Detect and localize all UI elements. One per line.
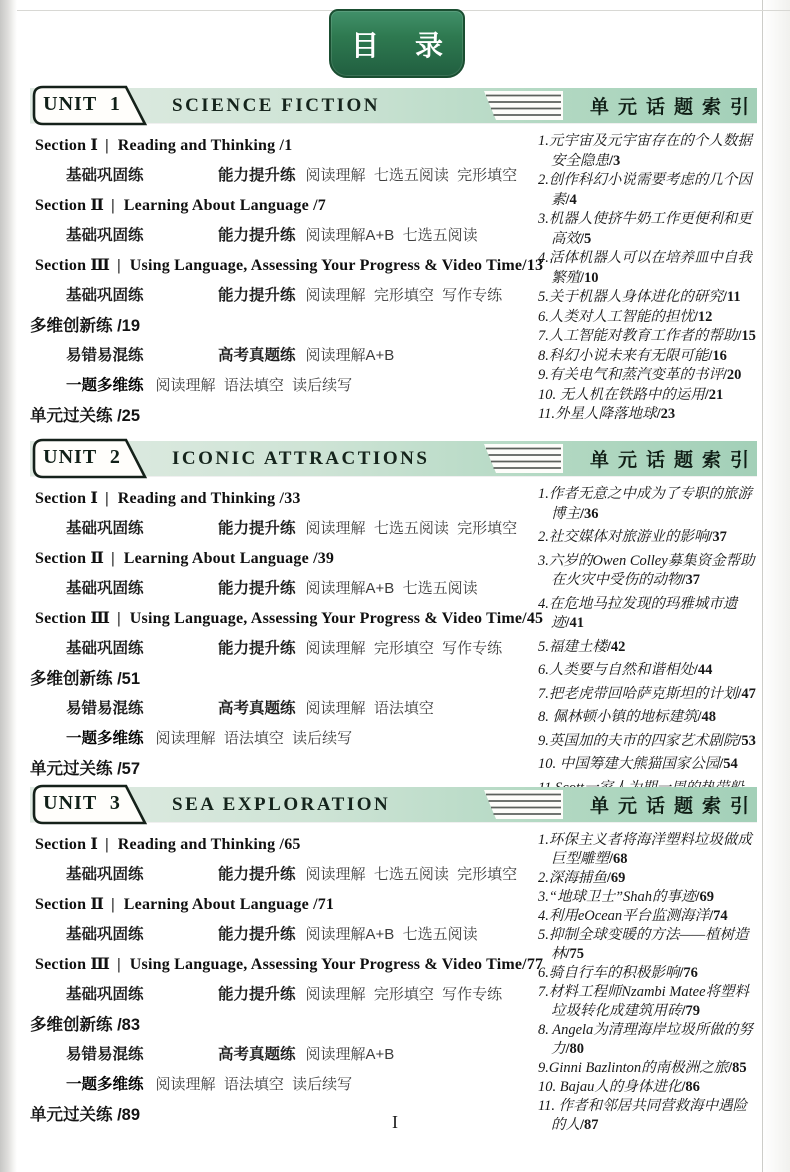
section-separator: | — [117, 610, 121, 627]
section-title: Learning About Language /39 — [123, 550, 335, 567]
topic-page-number: /68 — [609, 851, 628, 867]
topic-page-number: /86 — [681, 1079, 700, 1095]
topic-text: 5.抑制全球变暖的方法——植树造林 — [538, 927, 749, 962]
base-practice-label: 基础巩固练 — [66, 986, 144, 1003]
topic-item — [538, 755, 757, 775]
practice-row — [30, 860, 530, 890]
topic-text: 10. 无人机在铁路中的运用 — [538, 386, 705, 403]
unit-2-body — [30, 484, 757, 822]
section-title: Using Language, Assessing Your Progress & Video Time/77 — [129, 956, 544, 973]
exercise-tags: 阅读理解 七选五阅读 完形填空 — [305, 520, 518, 537]
topic-page-number: /85 — [728, 1060, 747, 1076]
unit-3-topic-index — [530, 830, 757, 1135]
advanced-practice-label: 能力提升练 — [218, 580, 296, 597]
topic-text: 4.利用eOcean平台监测海洋 — [538, 908, 710, 924]
topic-text: 2.社交媒体对旅游业的影响 — [538, 529, 709, 545]
topic-text: 7.把老虎带回哈萨克斯坦的计划 — [538, 685, 738, 702]
section-row — [30, 131, 530, 161]
exercise-tags: 阅读理解 七选五阅读 完形填空 — [305, 866, 518, 883]
milestone-label: 单元过关练 /57 — [30, 760, 141, 778]
unit-1-body — [30, 131, 757, 431]
section-title: Using Language, Assessing Your Progress & Video Time/45 — [129, 610, 544, 627]
milestone-label: 单元过关练 /89 — [30, 1106, 141, 1124]
unit-1-header — [30, 88, 757, 123]
base-practice-label: 基础巩固练 — [66, 167, 144, 184]
topic-item — [538, 386, 757, 406]
unit-3-header — [30, 787, 757, 822]
topic-page-number: /21 — [704, 386, 724, 403]
advanced-practice-label: 能力提升练 — [218, 640, 296, 657]
section-label: Section Ⅰ — [35, 490, 99, 507]
section-label: Section Ⅲ — [35, 610, 111, 627]
section-label: Section Ⅱ — [35, 896, 105, 913]
unit-3-block — [30, 787, 757, 1135]
topic-item — [538, 638, 757, 658]
section-label: Section Ⅱ — [35, 197, 105, 214]
topic-item — [538, 1078, 757, 1097]
topic-page-number: /4 — [565, 191, 577, 208]
section-row — [30, 830, 530, 860]
unit-2-topic-index — [530, 484, 757, 822]
exercise-tags: 阅读理解 语法填空 读后续写 — [155, 1076, 353, 1093]
practice-row — [30, 341, 530, 371]
topic-item — [538, 1021, 757, 1059]
section-separator: | — [111, 896, 115, 913]
topic-page-number: /69 — [606, 870, 626, 886]
practice-row — [30, 920, 530, 950]
toc-title: 目 录 — [350, 29, 447, 61]
topic-item — [538, 964, 757, 983]
base-practice-label: 基础巩固练 — [66, 926, 144, 943]
section-title: Using Language, Assessing Your Progress & Video Time/13 — [129, 257, 544, 274]
section-row — [30, 251, 544, 281]
topic-text: 3.“地球卫士”Shah的事迹 — [538, 889, 696, 905]
base-practice-label: 基础巩固练 — [66, 580, 144, 597]
topic-page-number: /10 — [580, 269, 599, 286]
topic-text: 8. Angela为清理海岸垃圾所做的努力 — [538, 1022, 753, 1057]
topic-page-number: /53 — [737, 732, 756, 749]
topic-text: 9.有关电气和蒸汽变革的书评 — [538, 367, 723, 383]
exercise-tags: 阅读理解 完形填空 写作专练 — [305, 986, 503, 1003]
topic-item — [538, 1059, 757, 1078]
unit-2-tab — [31, 438, 149, 479]
topic-text: 2.创作科幻小说需要考虑的几个因素 — [538, 172, 752, 208]
section-label: Section Ⅱ — [35, 550, 105, 567]
topic-page-number: /37 — [681, 572, 701, 588]
advanced-practice-label: 能力提升练 — [218, 986, 296, 1003]
exercise-tags: 阅读理解A+B 七选五阅读 — [305, 926, 478, 943]
topic-item — [538, 595, 757, 634]
advanced-practice-label: 能力提升练 — [218, 866, 296, 883]
section-separator: | — [105, 836, 109, 853]
exercise-tags: 阅读理解 七选五阅读 完形填空 — [305, 167, 518, 184]
topic-text: 10. 中国筹建大熊猫国家公园 — [538, 756, 720, 772]
topic-index-label: 单元话题索引 — [589, 450, 758, 471]
topic-page-number: /47 — [737, 685, 756, 702]
topic-page-number: /23 — [656, 406, 676, 422]
topic-item — [538, 171, 757, 210]
advanced-practice-label: 能力提升练 — [218, 227, 296, 244]
topic-page-number: /44 — [693, 662, 713, 678]
topic-text: 10. Bajau人的身体进化 — [538, 1079, 682, 1095]
base-practice-label: 基础巩固练 — [66, 520, 144, 537]
topic-page-number: /41 — [565, 615, 585, 631]
stripes-icon — [477, 444, 563, 473]
unit-milestone-row — [30, 311, 530, 341]
topic-text: 1.环保主义者将海洋塑料垃圾做成巨型雕塑 — [538, 832, 752, 867]
page-number: I — [392, 1112, 398, 1132]
section-separator: | — [117, 257, 121, 274]
stripes-icon — [477, 790, 563, 819]
unit-title: ICONIC ATTRACTIONS — [172, 447, 430, 469]
section-label: Section Ⅲ — [35, 956, 111, 973]
topic-item — [538, 907, 757, 926]
section-row — [30, 191, 530, 221]
section-title: Learning About Language /71 — [123, 896, 335, 913]
topic-index-label: 单元话题索引 — [589, 97, 758, 118]
topic-item — [538, 308, 757, 328]
multi-dimension-label: 一题多维练 — [66, 377, 144, 394]
topic-text: 1.作者无意之中成为了专职的旅游博主 — [538, 486, 752, 522]
section-label: Section Ⅲ — [35, 257, 111, 274]
topic-item — [538, 888, 757, 907]
practice-row — [30, 281, 530, 311]
topic-page-number: /69 — [695, 889, 715, 905]
topic-page-number: /74 — [709, 908, 728, 924]
advanced-practice-label: 高考真题练 — [218, 700, 296, 717]
section-row — [30, 604, 544, 634]
topic-text: 9.Ginni Bazlinton的南极洲之旅 — [538, 1060, 729, 1076]
topic-page-number: /20 — [722, 367, 742, 383]
topic-item — [538, 347, 757, 367]
section-row — [30, 890, 530, 920]
page-edge-shadow — [0, 0, 17, 1172]
topic-page-number: /42 — [606, 638, 626, 655]
advanced-practice-label: 能力提升练 — [218, 167, 296, 184]
practice-row — [30, 980, 530, 1010]
practice-row — [30, 694, 530, 724]
topic-page-number: /3 — [609, 152, 621, 169]
base-practice-label: 基础巩固练 — [66, 640, 144, 657]
exercise-tags: 阅读理解 语法填空 — [305, 700, 434, 717]
topic-item — [538, 869, 757, 888]
topic-page-number: /54 — [719, 756, 738, 772]
advanced-practice-label: 能力提升练 — [218, 520, 296, 537]
milestone-label: 多维创新练 /83 — [30, 1016, 141, 1034]
milestone-label: 多维创新练 /19 — [30, 317, 141, 335]
practice-row — [30, 1040, 530, 1070]
multi-dimension-row — [30, 724, 530, 754]
exercise-tags: 阅读理解A+B — [305, 1046, 395, 1063]
topic-text: 7.材料工程师Nzambi Matee将塑料垃圾转化成建筑用砖 — [538, 984, 750, 1019]
topic-text: 3.六岁的Owen Colley募集资金帮助在火灾中受伤的动物 — [538, 552, 755, 588]
topic-text: 4.活体机器人可以在培养皿中自我繁殖 — [538, 250, 752, 286]
section-separator: | — [111, 197, 115, 214]
topic-page-number: /11 — [722, 289, 741, 305]
topic-item — [538, 685, 757, 705]
unit-1-block — [30, 88, 757, 431]
topic-page-number: /76 — [679, 965, 698, 981]
unit-milestone-row — [30, 754, 530, 784]
section-row — [30, 544, 530, 574]
topic-page-number: /15 — [737, 328, 756, 344]
topic-item — [538, 405, 757, 425]
topic-page-number: /75 — [565, 946, 585, 962]
topic-text: 2.深海捕鱼 — [538, 870, 607, 886]
topic-index-label: 单元话题索引 — [589, 796, 758, 817]
multi-dimension-label: 一题多维练 — [66, 730, 144, 747]
unit-milestone-row — [30, 1010, 530, 1040]
unit-3-body — [30, 830, 757, 1135]
exercise-tags: 阅读理解A+B 七选五阅读 — [305, 227, 478, 244]
topic-page-number: /36 — [580, 505, 599, 522]
section-title: Learning About Language /7 — [123, 197, 326, 214]
section-title: Reading and Thinking /33 — [117, 490, 301, 507]
exercise-tags: 阅读理解 完形填空 写作专练 — [305, 640, 503, 657]
unit-1-contents — [30, 131, 544, 431]
topic-page-number: /87 — [580, 1117, 599, 1133]
stripes-icon — [477, 91, 563, 120]
multi-dimension-label: 一题多维练 — [66, 1076, 144, 1093]
topic-text: 6.骑自行车的积极影响 — [538, 965, 680, 981]
unit-milestone-row — [30, 401, 530, 431]
topic-text: 8.科幻小说未来有无限可能 — [538, 347, 709, 364]
unit-label: UNIT 1 — [43, 93, 121, 115]
section-title: Reading and Thinking /1 — [117, 137, 293, 154]
unit-2-contents — [30, 484, 544, 822]
topic-item — [538, 249, 757, 288]
page-edge-line — [762, 0, 790, 1172]
unit-3-tab — [31, 784, 149, 825]
section-separator: | — [117, 956, 121, 973]
advanced-practice-label: 高考真题练 — [218, 347, 296, 364]
topic-item — [538, 327, 757, 347]
topic-text: 6.人类对人工智能的担忧 — [538, 308, 694, 325]
topic-item — [538, 708, 757, 728]
topic-item — [538, 926, 757, 964]
topic-page-number: /48 — [697, 709, 717, 725]
topic-page-number: /80 — [565, 1041, 585, 1057]
advanced-practice-label: 能力提升练 — [218, 926, 296, 943]
topic-page-number: /16 — [708, 347, 727, 364]
topic-text: 11.外星人降落地球 — [538, 406, 657, 422]
practice-row — [30, 634, 530, 664]
topic-text: 3.机器人使挤牛奶工作更便利和更高效 — [538, 211, 752, 247]
multi-dimension-row — [30, 1070, 530, 1100]
exercise-tags: 阅读理解A+B — [305, 347, 395, 364]
exercise-tags: 阅读理解A+B 七选五阅读 — [305, 580, 478, 597]
topic-page-number: /37 — [708, 529, 727, 545]
topic-item — [538, 366, 757, 386]
base-practice-label: 基础巩固练 — [66, 227, 144, 244]
unit-milestone-row — [30, 664, 530, 694]
milestone-label: 单元过关练 /25 — [30, 407, 141, 425]
topic-text: 11. 作者和邻居共同营救海中遇险的人 — [538, 1098, 748, 1133]
multi-dimension-row — [30, 371, 530, 401]
topic-text: 5.福建土楼 — [538, 638, 607, 655]
topic-item — [538, 983, 757, 1021]
unit-2-header — [30, 441, 757, 476]
topic-text: 4.在危地马拉发现的玛雅城市遗迹 — [538, 595, 738, 631]
unit-2-block — [30, 441, 757, 822]
topic-page-number: /79 — [681, 1003, 701, 1019]
topic-text: 6.人类要与自然和谐相处 — [538, 662, 694, 678]
practice-row — [30, 161, 530, 191]
topic-text: 8. 佩林顿小镇的地标建筑 — [538, 709, 698, 725]
practice-row — [30, 574, 530, 604]
section-separator: | — [105, 137, 109, 154]
section-row — [30, 950, 544, 980]
unit-label: UNIT 3 — [43, 792, 121, 814]
topic-item — [538, 132, 757, 171]
topic-text: 1.元宇宙及元宇宙存在的个人数据安全隐患 — [538, 133, 752, 169]
topic-text: 7.人工智能对教育工作者的帮助 — [538, 328, 738, 344]
base-practice-label: 易错易混练 — [66, 1046, 144, 1063]
section-title: Reading and Thinking /65 — [117, 836, 301, 853]
topic-page-number: /12 — [693, 308, 713, 325]
toc-title-tab — [329, 9, 465, 78]
topic-item — [538, 288, 757, 308]
exercise-tags: 阅读理解 语法填空 读后续写 — [155, 730, 353, 747]
topic-item — [538, 732, 757, 752]
base-practice-label: 易错易混练 — [66, 700, 144, 717]
exercise-tags: 阅读理解 完形填空 写作专练 — [305, 287, 503, 304]
unit-1-tab — [31, 85, 149, 126]
section-separator: | — [111, 550, 115, 567]
practice-row — [30, 514, 530, 544]
practice-row — [30, 221, 530, 251]
topic-page-number: /5 — [580, 230, 592, 247]
unit-title: SCIENCE FICTION — [172, 94, 381, 116]
section-label: Section Ⅰ — [35, 836, 99, 853]
milestone-label: 多维创新练 /51 — [30, 670, 141, 688]
section-label: Section Ⅰ — [35, 137, 99, 154]
base-practice-label: 基础巩固练 — [66, 287, 144, 304]
topic-item — [538, 528, 757, 548]
section-row — [30, 484, 530, 514]
advanced-practice-label: 高考真题练 — [218, 1046, 296, 1063]
base-practice-label: 基础巩固练 — [66, 866, 144, 883]
topic-item — [538, 485, 757, 524]
topic-text: 5.关于机器人身体进化的研究 — [538, 289, 723, 305]
advanced-practice-label: 能力提升练 — [218, 287, 296, 304]
topic-item — [538, 831, 757, 869]
topic-text: 9.英国加的夫市的四家艺术剧院 — [538, 732, 738, 749]
unit-1-topic-index — [530, 131, 757, 431]
topic-item — [538, 552, 757, 591]
exercise-tags: 阅读理解 语法填空 读后续写 — [155, 377, 353, 394]
section-separator: | — [105, 490, 109, 507]
base-practice-label: 易错易混练 — [66, 347, 144, 364]
unit-3-contents — [30, 830, 544, 1135]
unit-title: SEA EXPLORATION — [172, 793, 391, 815]
topic-item — [538, 210, 757, 249]
topic-item — [538, 661, 757, 681]
unit-label: UNIT 2 — [43, 446, 121, 468]
